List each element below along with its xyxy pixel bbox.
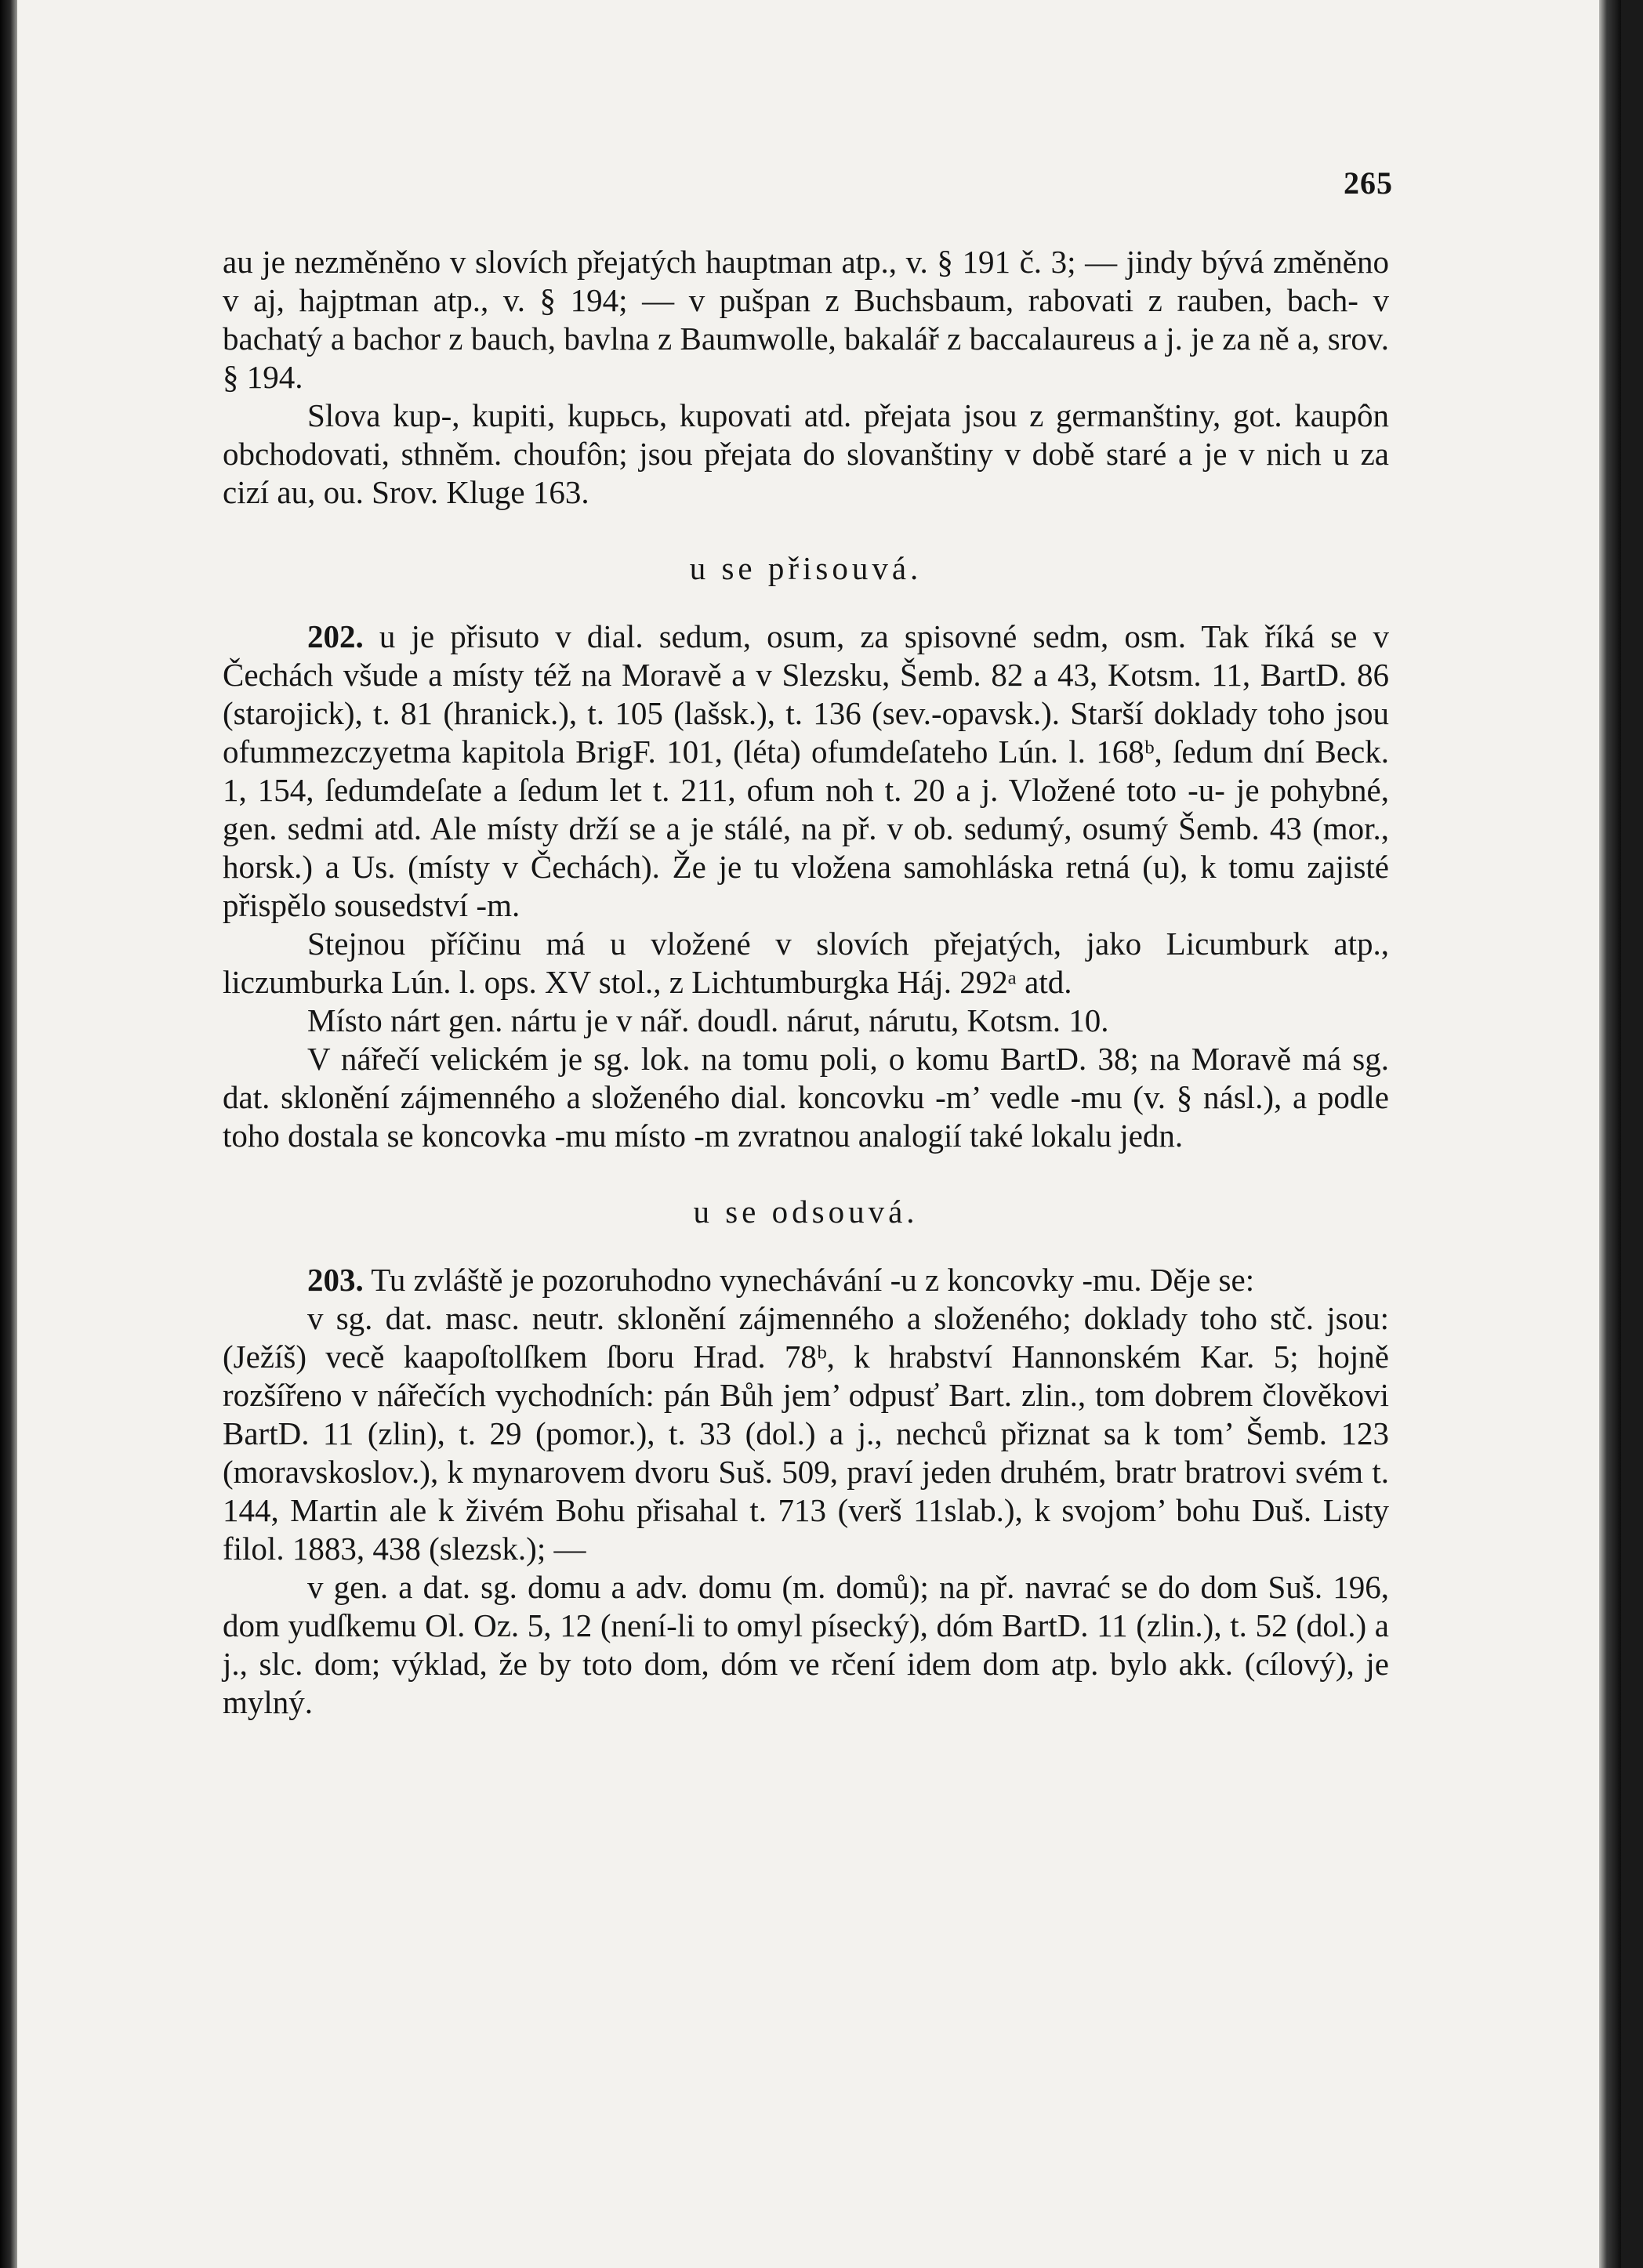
page-text (223, 243, 1389, 1722)
paragraph-202-4: V nářečí velickém je sg. lok. na tomu poli, o komu BartD. 38; na Moravě má sg. dat. sklonění zájmenného a složeného dial. koncovku -m’ vedle -mu (v. § násl.), a podle toho dostala se koncovka -mu místo -m zvratnou analogií také lokalu jedn. (223, 1041, 1389, 1154)
page-number: 265 (1344, 165, 1393, 201)
paragraph-intro-1: au je nezměněno v slovích přejatých hauptman atp., v. § 191 č. 3; — jindy bývá změněno v aj, hajptman atp., v. § 194; — v pušpan z Buchsbaum, rabovati z rauben, bach- v bachatý a bachor z bauch, bavlna z Baumwolle, bakalář z baccalaureus a j. je za ně a, srov. § 194. (223, 244, 1389, 395)
paragraph-202 (223, 618, 1389, 925)
paragraph-202-text: u je přisuto v dial. sedum, osum, za spisovné sedm, osm. Tak říká se v Čechách všude a místy též na Moravě a v Slezsku, Šemb. 82 a 43, Kotsm. 11, BartD. 86 (starojick), t. 81 (hranick.), t. 105 (lašsk.), t. 136 (sev.-opavsk.). Starší doklady toho jsou ofummezczyetma kapitola BrigF. 101, (léta) ofumdeſateho Lún. l. 168ᵇ, ſedum dní Beck. 1, 154, ſedumdeſate a ſedum let t. 211, ofum noh t. 20 a j. Vložené toto -u- je pohybné, gen. sedmi atd. Ale místy drží se a je stálé, na př. v ob. sedumý, osumý Šemb. 43 (mor., horsk.) a Us. (místy v Čechách). Že je tu vložena samohláska retná (u), k tomu zajisté přispělo sousedství -m. (223, 618, 1389, 923)
paragraph-202-3: Místo nárt gen. nártu je v nář. doudl. nárut, nárutu, Kotsm. 10. (307, 1002, 1109, 1038)
section-heading-prisouva: u se přisouvá. (689, 550, 923, 586)
paragraph-203 (223, 1261, 1389, 1299)
scan-edge-left (0, 0, 17, 2268)
section-heading-odsouva: u se odsouvá. (693, 1194, 919, 1230)
paragraph-203-text: Tu zvláště je pozoruhodno vynechávání -u z koncovky -mu. Děje se: (363, 1262, 1255, 1298)
paragraph-203-2: v sg. dat. masc. neutr. sklonění zájmenného a složeného; doklady toho stč. jsou: (Ježíš) vecě kaapoſtolſkem ſboru Hrad. 78ᵇ, k hrabství Hannonském Kar. 5; hojně rozšířeno v nářečích vychodních: pán Bůh jem’ odpusť Bart. zlin., tom dobrem člověkovi BartD. 11 (zlin), t. 29 (pomor.), t. 33 (dol.) a j., nechců přiznat sa k tom’ Šemb. 123 (moravskoslov.), k mynarovem dvoru Suš. 509, praví jeden druhém, bratr bratrovi svém t. 144, Martin ale k živém Bohu přisahal t. 713 (verš 11slab.), k svojom’ bohu Duš. Listy filol. 1883, 438 (slezsk.); — (223, 1300, 1389, 1567)
paragraph-intro-2: Slova kup-, kupiti, kupьcь, kupovati atd. přejata jsou z germanštiny, got. kaupôn obchodovati, sthněm. choufôn; jsou přejata do slovanštiny v době staré a je v nich u za cizí au, ou. Srov. Kluge 163. (223, 397, 1389, 510)
section-number-203: 203. (307, 1262, 364, 1298)
book-page (17, 0, 1621, 2268)
paragraph-202-2: Stejnou příčinu má u vložené v slovích přejatých, jako Licumburk atp., liczumburka Lún. l. ops. XV stol., z Lichtumburgka Háj. 292ᵃ atd. (223, 926, 1389, 1000)
section-number-202: 202. (307, 618, 364, 654)
scan-edge-right (1599, 0, 1621, 2268)
paragraph-203-3: v gen. a dat. sg. domu a adv. domu (m. domů); na př. navrać se do dom Suš. 196, dom yudſkemu Ol. Oz. 5, 12 (není-li to omyl písecký), dóm BartD. 11 (zlin.), t. 52 (dol.) a j., slc. dom; výklad, že by toto dom, dóm ve rčení idem dom atp. bylo akk. (cílový), je mylný. (223, 1569, 1389, 1720)
